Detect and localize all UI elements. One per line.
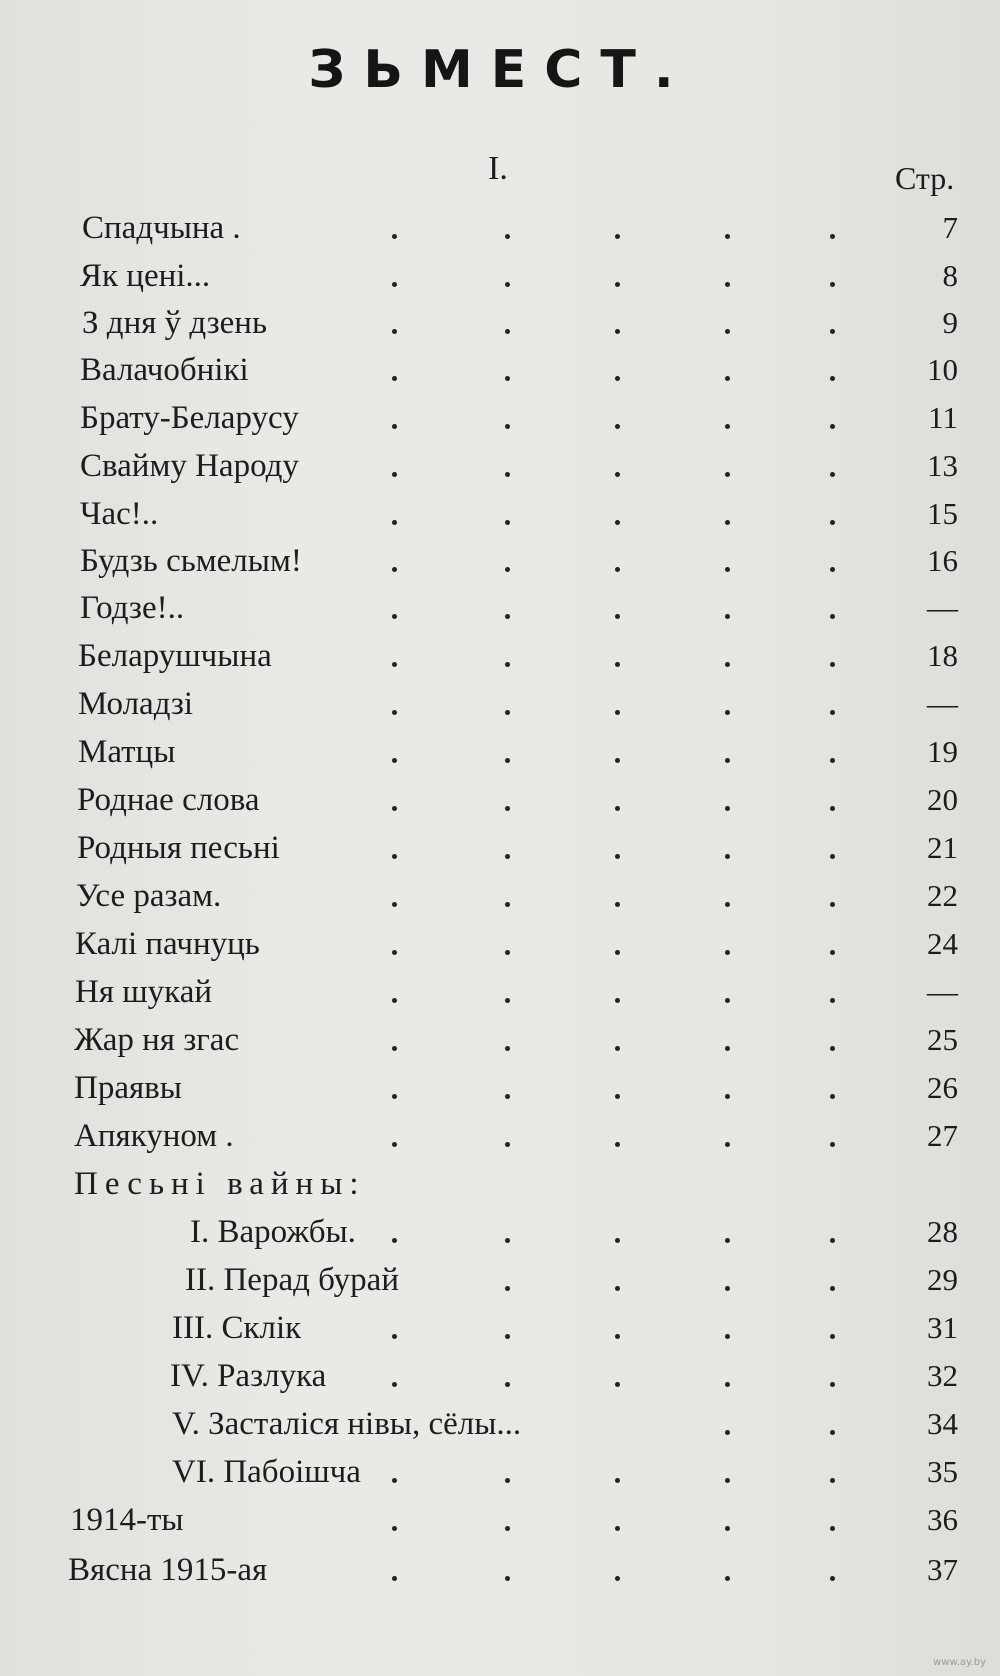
leader-dot — [392, 1526, 397, 1531]
leader-dot — [615, 950, 620, 955]
leader-dot — [725, 854, 730, 859]
leader-dot — [505, 950, 510, 955]
leader-dot — [830, 1094, 835, 1099]
leader-dot — [830, 854, 835, 859]
leader-dot — [505, 662, 510, 667]
leader-dot — [830, 520, 835, 525]
leader-dot — [615, 329, 620, 334]
leader-dot — [725, 710, 730, 715]
leader-dot — [725, 376, 730, 381]
toc-entry-page: 9 — [942, 305, 958, 340]
toc-entry — [0, 258, 1000, 302]
toc-entry-page: 13 — [927, 448, 958, 483]
leader-dot — [615, 902, 620, 907]
leader-dot — [615, 567, 620, 572]
toc-entry-title: Родныя песьні — [77, 830, 280, 866]
leader-dot — [615, 806, 620, 811]
toc-entry-title: Песьні вайны: — [74, 1166, 366, 1202]
leader-dot — [830, 710, 835, 715]
leader-dot — [505, 710, 510, 715]
toc-entry-title: 1914-ты — [70, 1502, 184, 1538]
leader-dot — [505, 472, 510, 477]
leader-dot — [392, 1238, 397, 1243]
toc-entry — [0, 1358, 1000, 1402]
toc-entry — [0, 543, 1000, 587]
toc-entry-page: 8 — [942, 258, 958, 293]
leader-dot — [830, 567, 835, 572]
leader-dot — [505, 1334, 510, 1339]
leader-dot — [725, 472, 730, 477]
toc-entry — [0, 1552, 1000, 1596]
toc-entry-title: V. Засталіся нівы, сёлы... — [172, 1406, 522, 1442]
leader-dot — [392, 710, 397, 715]
leader-dot — [505, 614, 510, 619]
leader-dot — [505, 806, 510, 811]
section-number: I. — [488, 150, 508, 187]
leader-dot — [505, 1238, 510, 1243]
toc-entry-title: VI. Пабоішча — [172, 1454, 361, 1490]
leader-dot — [725, 520, 730, 525]
leader-dot — [725, 329, 730, 334]
toc-entry — [0, 305, 1000, 349]
toc-entry-page: 34 — [927, 1406, 958, 1441]
leader-dot — [392, 282, 397, 287]
toc-entry-page: 15 — [927, 496, 958, 531]
page-title: ЗЬМЕСТ. — [308, 40, 692, 100]
toc-entry — [0, 590, 1000, 634]
toc-entry — [0, 926, 1000, 970]
toc-entry-page: 18 — [927, 638, 958, 673]
leader-dot — [615, 1478, 620, 1483]
toc-entry-page: 32 — [927, 1358, 958, 1393]
leader-dot — [392, 1142, 397, 1147]
toc-entry-page: 21 — [927, 830, 958, 865]
leader-dot — [725, 234, 730, 239]
toc-entry-page: 20 — [927, 782, 958, 817]
leader-dot — [392, 329, 397, 334]
leader-dot — [615, 1334, 620, 1339]
toc-entry-title: Вясна 1915-ая — [68, 1552, 268, 1588]
leader-dot — [725, 1334, 730, 1339]
toc-entry-page: 36 — [927, 1502, 958, 1537]
leader-dot — [615, 854, 620, 859]
leader-dot — [505, 1576, 510, 1581]
leader-dot — [615, 234, 620, 239]
leader-dot — [392, 234, 397, 239]
leader-dot — [505, 1286, 510, 1291]
leader-dot — [830, 1382, 835, 1387]
leader-dot — [392, 662, 397, 667]
leader-dot — [615, 710, 620, 715]
toc-entry-page: 10 — [927, 352, 958, 387]
leader-dot — [615, 998, 620, 1003]
toc-entry — [0, 878, 1000, 922]
toc-entry-page: 31 — [927, 1310, 958, 1345]
leader-dot — [725, 1382, 730, 1387]
leader-dot — [615, 472, 620, 477]
toc-entry — [0, 448, 1000, 492]
leader-dot — [615, 758, 620, 763]
leader-dot — [505, 376, 510, 381]
toc-entry — [0, 1454, 1000, 1498]
leader-dot — [505, 1046, 510, 1051]
leader-dot — [615, 1142, 620, 1147]
leader-dot — [725, 1478, 730, 1483]
toc-entry-page: 7 — [942, 210, 958, 245]
toc-entry — [0, 638, 1000, 682]
leader-dot — [725, 1576, 730, 1581]
leader-dot — [505, 854, 510, 859]
toc-entry-page: 19 — [927, 734, 958, 769]
leader-dot — [615, 1576, 620, 1581]
toc-entry-title: Ня шукай — [75, 974, 213, 1010]
leader-dot — [830, 282, 835, 287]
toc-entry-page: 29 — [927, 1262, 958, 1297]
toc-entry — [0, 734, 1000, 778]
leader-dot — [615, 1382, 620, 1387]
toc-entry-title: Час!.. — [80, 496, 159, 532]
toc-entry — [0, 1070, 1000, 1114]
toc-entry-page: 37 — [927, 1552, 958, 1587]
leader-dot — [615, 1286, 620, 1291]
leader-dot — [830, 1334, 835, 1339]
leader-dot — [392, 1334, 397, 1339]
leader-dot — [830, 950, 835, 955]
leader-dot — [830, 1238, 835, 1243]
leader-dot — [392, 1094, 397, 1099]
toc-entry-title: Моладзі — [78, 686, 194, 722]
leader-dot — [392, 614, 397, 619]
leader-dot — [615, 376, 620, 381]
leader-dot — [725, 1286, 730, 1291]
leader-dot — [725, 1430, 730, 1435]
toc-entry — [0, 400, 1000, 444]
leader-dot — [830, 662, 835, 667]
toc-entry-title: Як цені... — [80, 258, 211, 294]
leader-dot — [725, 424, 730, 429]
toc-entry-page: 25 — [927, 1022, 958, 1057]
leader-dot — [830, 329, 835, 334]
leader-dot — [830, 472, 835, 477]
leader-dot — [505, 758, 510, 763]
leader-dot — [505, 424, 510, 429]
toc-entry-title: Валачобнікі — [80, 352, 249, 388]
toc-entry — [0, 686, 1000, 730]
leader-dot — [830, 902, 835, 907]
leader-dot — [392, 567, 397, 572]
leader-dot — [615, 520, 620, 525]
leader-dot — [615, 282, 620, 287]
leader-dot — [505, 520, 510, 525]
toc-entry-title: II. Перад бурай — [185, 1262, 399, 1298]
leader-dot — [505, 998, 510, 1003]
leader-dot — [392, 950, 397, 955]
leader-dot — [615, 1526, 620, 1531]
toc-entry — [0, 1262, 1000, 1306]
toc-entry-page: — — [927, 974, 958, 1009]
toc-entry — [0, 830, 1000, 874]
leader-dot — [725, 950, 730, 955]
leader-dot — [392, 520, 397, 525]
toc-entry-title: Брату-Беларусу — [80, 400, 299, 436]
leader-dot — [392, 806, 397, 811]
leader-dot — [830, 614, 835, 619]
leader-dot — [392, 376, 397, 381]
leader-dot — [505, 1094, 510, 1099]
toc-entry — [0, 1406, 1000, 1450]
leader-dot — [392, 424, 397, 429]
toc-entry-page: 26 — [927, 1070, 958, 1105]
leader-dot — [725, 998, 730, 1003]
leader-dot — [725, 1094, 730, 1099]
leader-dot — [830, 1576, 835, 1581]
leader-dot — [615, 1094, 620, 1099]
leader-dot — [392, 902, 397, 907]
toc-entry-title: Матцы — [78, 734, 176, 770]
toc-entry — [0, 352, 1000, 396]
leader-dot — [830, 1286, 835, 1291]
toc-entry — [0, 1310, 1000, 1354]
leader-dot — [830, 806, 835, 811]
leader-dot — [505, 1526, 510, 1531]
leader-dot — [615, 1046, 620, 1051]
leader-dot — [725, 806, 730, 811]
leader-dot — [505, 902, 510, 907]
leader-dot — [392, 1046, 397, 1051]
leader-dot — [830, 1046, 835, 1051]
toc-entry-title: Апякуном . — [74, 1118, 234, 1154]
leader-dot — [505, 567, 510, 572]
toc-entry-page: 11 — [928, 400, 958, 435]
toc-entry-title: Калі пачнуць — [75, 926, 260, 962]
toc-entry-page: 35 — [927, 1454, 958, 1489]
leader-dot — [725, 1142, 730, 1147]
leader-dot — [725, 758, 730, 763]
toc-entry-page: 16 — [927, 543, 958, 578]
leader-dot — [830, 1142, 835, 1147]
leader-dot — [830, 376, 835, 381]
leader-dot — [392, 758, 397, 763]
toc-entry-page: — — [927, 590, 958, 625]
leader-dot — [392, 1478, 397, 1483]
watermark: www.ay.by — [933, 1657, 986, 1668]
toc-entry-title: Будзь сьмелым! — [80, 543, 302, 579]
leader-dot — [725, 614, 730, 619]
toc-entry-title: IV. Разлука — [170, 1358, 327, 1394]
leader-dot — [725, 1046, 730, 1051]
leader-dot — [830, 1478, 835, 1483]
leader-dot — [505, 1382, 510, 1387]
leader-dot — [725, 282, 730, 287]
toc-entry — [0, 1118, 1000, 1162]
toc-entry — [0, 210, 1000, 254]
leader-dot — [725, 1526, 730, 1531]
toc-entry-title: Беларушчына — [78, 638, 272, 674]
toc-entry-title: III. Склік — [172, 1310, 302, 1346]
toc-entry-title: Праявы — [74, 1070, 182, 1106]
toc-entry — [0, 496, 1000, 540]
toc-entry-page: 28 — [927, 1214, 958, 1249]
leader-dot — [505, 234, 510, 239]
toc-entry — [0, 974, 1000, 1018]
leader-dot — [392, 998, 397, 1003]
toc-entry-page: 22 — [927, 878, 958, 913]
leader-dot — [615, 424, 620, 429]
leader-dot — [725, 902, 730, 907]
leader-dot — [392, 1576, 397, 1581]
leader-dot — [830, 758, 835, 763]
leader-dot — [392, 472, 397, 477]
page-column-header: Стр. — [895, 160, 955, 196]
toc-entry-title: I. Варожбы. — [190, 1214, 356, 1250]
toc-entry — [0, 1214, 1000, 1258]
leader-dot — [830, 1430, 835, 1435]
leader-dot — [392, 1382, 397, 1387]
leader-dot — [830, 424, 835, 429]
toc-entry-page: — — [927, 686, 958, 721]
leader-dot — [830, 998, 835, 1003]
leader-dot — [725, 1238, 730, 1243]
toc-entry-title: Спадчына . — [82, 210, 241, 246]
toc-entry-title: Годзе!.. — [80, 590, 185, 626]
leader-dot — [830, 234, 835, 239]
toc-entry-title: Свайму Народу — [80, 448, 299, 484]
leader-dot — [615, 1238, 620, 1243]
leader-dot — [505, 1142, 510, 1147]
toc-entry — [0, 1502, 1000, 1546]
toc-entry-title: Жар ня згас — [74, 1022, 240, 1058]
leader-dot — [505, 282, 510, 287]
leader-dot — [505, 329, 510, 334]
toc-entry-title: Усе разам. — [76, 878, 222, 914]
leader-dot — [830, 1526, 835, 1531]
leader-dot — [505, 1478, 510, 1483]
toc-entry-title: З дня ў дзень — [82, 305, 267, 341]
toc-entry — [0, 782, 1000, 826]
leader-dot — [725, 567, 730, 572]
leader-dot — [392, 854, 397, 859]
toc-entry-page: 24 — [927, 926, 958, 961]
leader-dot — [725, 662, 730, 667]
toc-entry — [0, 1022, 1000, 1066]
toc-entry-title: Роднае слова — [77, 782, 260, 818]
leader-dot — [615, 662, 620, 667]
toc-entry — [0, 1166, 1000, 1210]
toc-entry-page: 27 — [927, 1118, 958, 1153]
leader-dot — [615, 614, 620, 619]
